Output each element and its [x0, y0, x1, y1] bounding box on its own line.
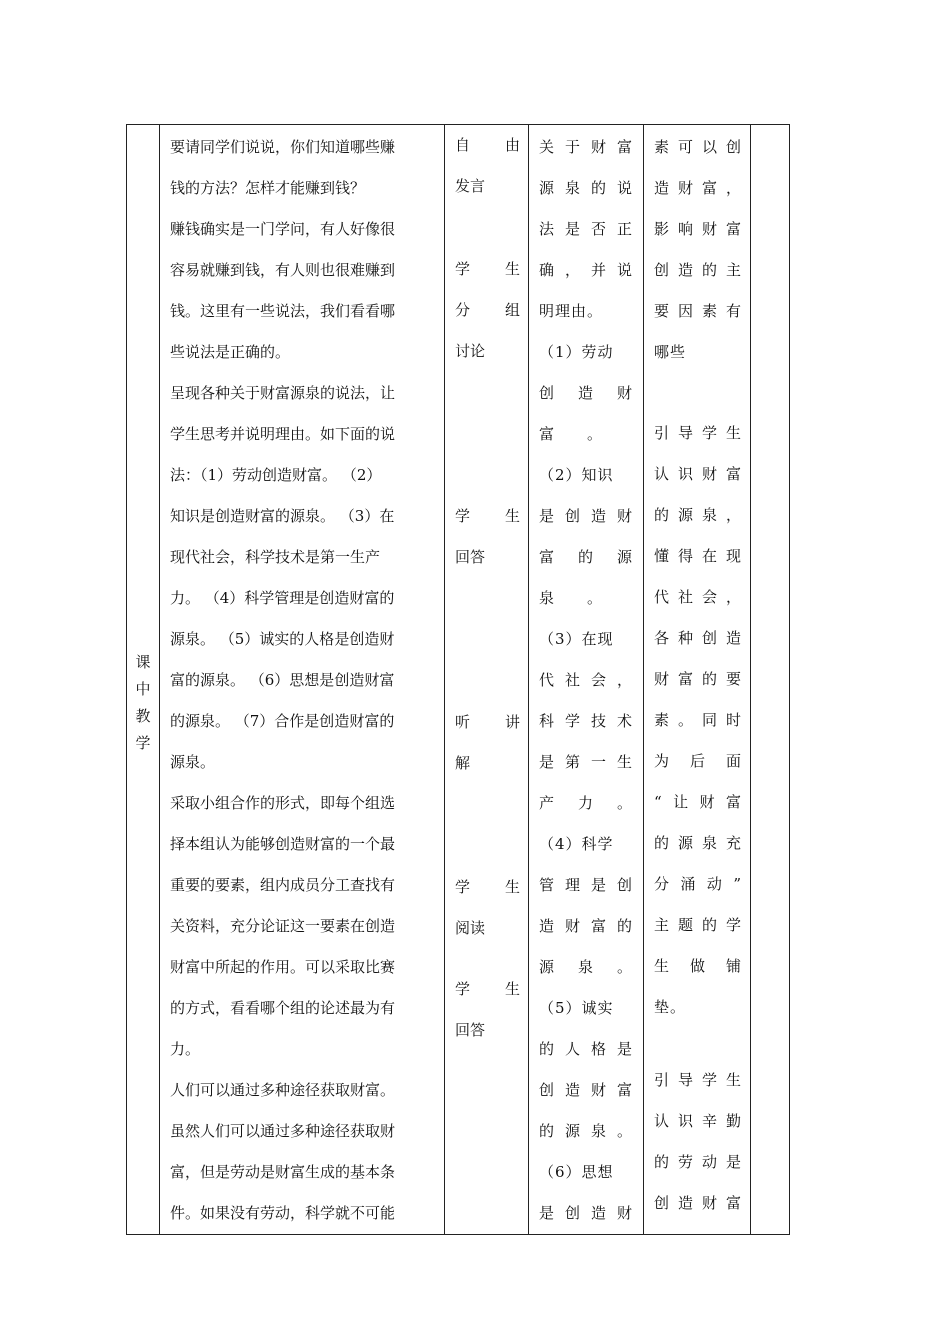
question-line: （6）思想 — [539, 1163, 614, 1181]
content-line: 力。 — [170, 1040, 201, 1058]
table-row — [127, 125, 790, 1235]
intent-line: 创造的主 — [654, 261, 742, 279]
intent-line: 财富的要 — [654, 670, 742, 688]
intent-line: 创造财富 — [654, 1194, 742, 1212]
question-line: （5）诚实 — [539, 999, 614, 1017]
activity-group-line3: 讨论 — [455, 342, 486, 360]
intent-line: 要因素有 — [654, 302, 742, 320]
intent-line: 生做铺 — [654, 957, 742, 975]
question-line: 管理是创 — [539, 876, 633, 894]
question-line: 是第一生 — [539, 753, 633, 771]
activity-group-line1: 学生 — [455, 260, 520, 278]
question-line: 创造财 — [539, 384, 633, 402]
content-line: 呈现各种关于财富源泉的说法，让 — [170, 384, 396, 402]
content-line: 知识是创造财富的源泉。 （3）在 — [170, 507, 395, 525]
content-line: 富的源泉。 （6）思想是创造财富 — [170, 671, 395, 689]
intent-line: 代社会， — [654, 588, 742, 606]
content-line: 要请同学们说说，你们知道哪些赚 — [170, 138, 396, 156]
question-line: 关于财富 — [539, 138, 633, 156]
content-line: 源泉。 — [170, 753, 216, 771]
question-line: 是创造财 — [539, 1204, 633, 1222]
content-line: 源泉。 （5）诚实的人格是创造财 — [170, 630, 395, 648]
question-line: 法是否正 — [539, 220, 633, 238]
content-line: 财富中所起的作用。可以采取比赛 — [170, 958, 396, 976]
intent-line: 各种创造 — [654, 629, 742, 647]
intent-line: 造财富， — [654, 179, 742, 197]
intent-line: 的源泉， — [654, 506, 742, 524]
intent-line: 素可以创 — [654, 138, 742, 156]
intent-line: 引导学生 — [654, 1071, 742, 1089]
content-line: 人们可以通过多种途径获取财富。 — [170, 1081, 396, 1099]
activity-listen-line1: 听讲 — [455, 713, 520, 731]
activity-free-speech-line1: 自由 — [455, 136, 520, 154]
activity-reading-line1: 学生 — [455, 878, 520, 896]
intent-line: 影响财富 — [654, 220, 742, 238]
activity-answer1-line2: 回答 — [455, 548, 486, 566]
activity-answer2-line1: 学生 — [455, 980, 520, 998]
question-line: （3）在现 — [539, 630, 614, 648]
intent-line: 认识财富 — [654, 465, 742, 483]
question-line: 的人格是 — [539, 1040, 633, 1058]
content-line: 些说法是正确的。 — [170, 343, 291, 361]
intent-line: 哪些 — [654, 343, 687, 361]
question-line: 代社会， — [539, 671, 633, 689]
content-line: 件。如果没有劳动，科学就不可能 — [170, 1204, 396, 1222]
content-line: 容易就赚到钱，有人则也很难赚到 — [170, 261, 396, 279]
intent-line: 为后面 — [654, 752, 742, 770]
question-line: （2）知识 — [539, 466, 614, 484]
content-line: 择本组认为能够创造财富的一个最 — [170, 835, 396, 853]
question-line: 产力。 — [539, 794, 633, 812]
content-line: 钱。这里有一些说法，我们看看哪 — [170, 302, 396, 320]
question-line: 科学技术 — [539, 712, 633, 730]
content-line: 钱的方法？怎样才能赚到钱？ — [170, 179, 366, 197]
design-intent-cell — [644, 125, 751, 1235]
intent-line: 的劳动是 — [654, 1153, 742, 1171]
content-line: 法：（1）劳动创造财富。 （2） — [170, 466, 382, 484]
question-line: 的源泉。 — [539, 1122, 633, 1140]
activity-answer2-line2: 回答 — [455, 1021, 486, 1039]
student-activity-cell — [445, 125, 529, 1235]
intent-line: 懂得在现 — [654, 547, 742, 565]
notes-cell — [751, 125, 790, 1235]
content-line: 重要的要素，组内成员分工查找有 — [170, 876, 396, 894]
question-line: 富的源 — [539, 548, 633, 566]
questions-cell — [529, 125, 644, 1235]
question-line: 创造财富 — [539, 1081, 633, 1099]
intent-line: 垫。 — [654, 998, 687, 1016]
content-line: 力。 （4）科学管理是创造财富的 — [170, 589, 395, 607]
question-line: 造财富的 — [539, 917, 633, 935]
content-line: 赚钱确实是一门学问，有人好像很 — [170, 220, 396, 238]
content-line: 的方式，看看哪个组的论述最为有 — [170, 999, 396, 1017]
question-line: 明理由。 — [539, 302, 604, 320]
section-label: 课中教学 — [133, 653, 152, 762]
section-label-cell — [127, 125, 160, 1235]
lesson-plan-table — [126, 124, 790, 1235]
question-line: 泉 。 — [539, 589, 604, 607]
intent-line: 素。同时 — [654, 711, 742, 729]
content-line: 采取小组合作的形式，即每个组选 — [170, 794, 396, 812]
teaching-content-cell — [160, 125, 445, 1235]
content-line: 虽然人们可以通过多种途径获取财 — [170, 1122, 396, 1140]
activity-free-speech-line2: 发言 — [455, 177, 486, 195]
content-line: 现代社会，科学技术是第一生产 — [170, 548, 381, 566]
content-line: 关资料，充分论证这一要素在创造 — [170, 917, 396, 935]
question-line: 源泉。 — [539, 958, 633, 976]
question-line: 源泉的说 — [539, 179, 633, 197]
question-line: 是创造财 — [539, 507, 633, 525]
activity-listen-line2: 解 — [455, 754, 471, 772]
question-line: （4）科学 — [539, 835, 614, 853]
content-line: 的源泉。 （7）合作是创造财富的 — [170, 712, 395, 730]
content-line: 学生思考并说明理由。如下面的说 — [170, 425, 396, 443]
activity-group-line2: 分组 — [455, 301, 520, 319]
activity-reading-line2: 阅读 — [455, 919, 486, 937]
question-line: （1）劳动 — [539, 343, 614, 361]
intent-line: “让财富 — [654, 793, 742, 811]
intent-line: 认识辛勤 — [654, 1112, 742, 1130]
intent-line: 分涌动” — [654, 875, 742, 893]
question-line: 富 。 — [539, 425, 604, 443]
content-line: 富，但是劳动是财富生成的基本条 — [170, 1163, 396, 1181]
question-line: 确，并说 — [539, 261, 633, 279]
activity-answer1-line1: 学生 — [455, 507, 520, 525]
intent-line: 引导学生 — [654, 424, 742, 442]
intent-line: 的源泉充 — [654, 834, 742, 852]
intent-line: 主题的学 — [654, 916, 742, 934]
